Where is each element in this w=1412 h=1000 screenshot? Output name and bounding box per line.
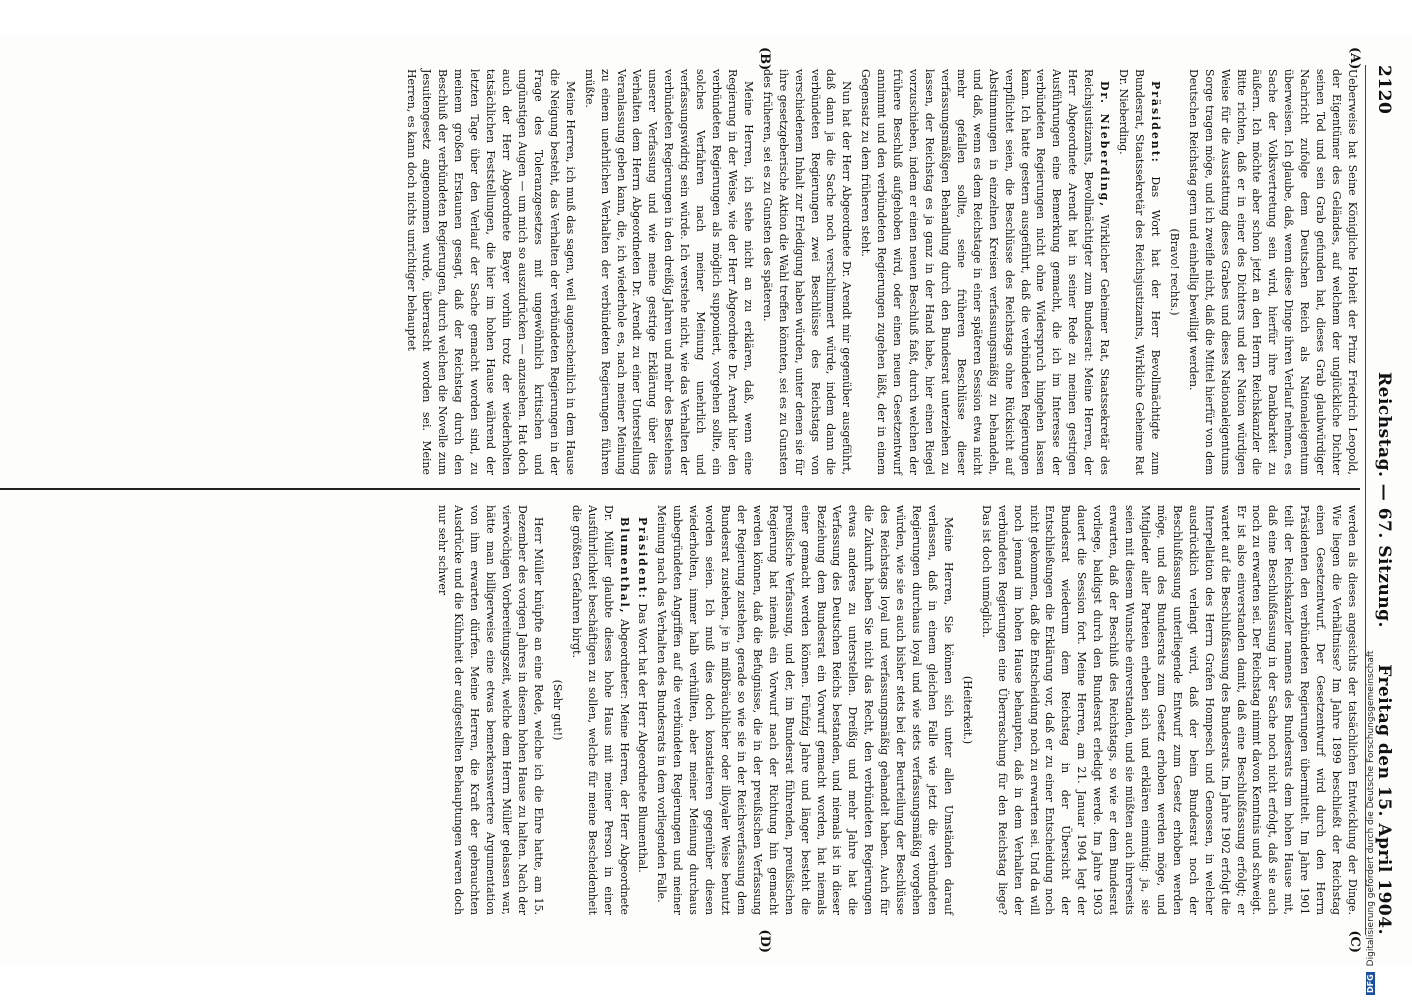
paragraph: Meine Herren, ich stehe nicht an zu erklären, daß, wenn eine Regierung in der Weise, wie der Herr Abgeordnete Dr. Arendt hier den verbündeten Regierungen als möglich supponiert, vorgehen sollte, ein solches Verfahren nach meiner Meinung unehrlich und verfassungswidrig sein würde. Ich verstehe nicht, wie das Verhalten der verbündeten Regierungen in den dreißig Jahren und mehr des Bestehens unserer Verfassung und wie meine gestrige Erklärung über dies Verhalten dem Herrn Abgeordneten Dr. Arendt zu einer Unterstellung Veranlassung geben kann, die, ich wiederhole es, nach meiner Meinung zu einem unehrlichen Verhalten der verbündeten Regierungen führen müßte. [582,69,755,475]
session-date: Freitag den 15. April 1904. [1373,664,1394,935]
page-number: 2120 [1373,65,1394,115]
column-divider [0,488,1360,490]
paragraph: Nun hat der Herr Abgeordnete Dr. Arendt mir gegenüber ausgeführt, daß dann ja die Sache noch verschlimmert würde, indem dann die verbündeten Regierungen zwei Beschlüsse des Reichstags von verschiedenem Inhalt zur Erledigung haben würden, unter denen sie für ihre gesetzgeberische Aktion die Wahl treffen könnten, sei es zu Gunsten des früheren, sei es zu Gunsten des späteren. [760,69,853,475]
paragraph: Meine Herren, Sie können sich unter allen Umständen darauf verlassen, daß in einem gleichen Falle wie jetzt die verbündeten Regierungen durchaus loyal und wie stets verfassungsmäßig vorgehen würden, wie sie es auch bisher stets bei der Beurteilung der Beschlüsse des Reichstags loyal und verfassungsmäßig gehandelt haben. Auch für die Zukunft haben Sie nicht das Recht, den verbündeten Regierungen etwas anderes zu unterstellen. Dreißig und mehr Jahre hat die Verfassung des Deutschen Reichs bestanden, und niemals ist in dieser Beziehung dem Bundesrat ein Vorwurf gemacht worden, hat niemals einer gemacht werden können. Fünfzig Jahre und länger besteht die preußische Verfassung, und der, im Bundesrat führenden, preußischen Regierung hat niemals ein Vorwurf nach der Richtung hin gemacht werden können, daß die Befugnisse, die in der preußischen Verfassung der Regierung zustehen, gerade so wie sie in der Reichsverfassung dem Bundesrat zustehen, je in mißbräuchlicher oder illoyaler Weise benutzt worden seien. Ich muß dies doch konstatieren gegenüber diesen wiederholten, immer halb verhüllten, aber meiner Meinung durchaus unbegründeten Angriffen auf die verbündeten Regierungen und meiner Meinung nach das Verhalten des Bundesrats in dem vorliegenden Falle. [654,505,955,915]
speaker-name: Dr. Nieberding, [1097,81,1111,209]
funding-note: Digitalisierung gefördert durch die Deutsche Forschungsgemeinschaft [1366,650,1376,967]
paragraph: Blumenthal, Abgeordneter: Meine Herren, der Herr Abgeordnete Dr. Müller glaubte dieses hohe Haus mit meiner Person in einer Ausführlichkeit beschäftigen zu sollen, welche für meine Bescheidenheit die größten Gefahren birgt. [569,505,631,915]
paragraph: Präsident: Das Wort hat der Herr Bevollmächtigte zum Bundesrat, Staatssekretär des Reichsjustizamts, Wirkliche Geheime Rat Dr. Nieberding. [1116,69,1162,476]
left-column [0,69,1360,475]
right-column [0,505,1360,915]
dfg-logo-icon: DFG [1366,974,1375,993]
interjection: (Heiterkeit.) [960,675,974,745]
margin-marker-b: (B) [756,47,772,71]
paragraph: werden als dieses angesichts der tatsächlichen Entwicklung der Dinge. Wie liegen die Verhältnisse? Im Jahre 1899 beschließt der Reichstag einen Gesetzentwurf. Der Gesetzentwurf wird durch den Herrn Präsidenten den verbündeten Regierungen übermittelt. Im Jahre 1901 teilt der Reichskanzler namens des Bundesrats dem hohen Hause mit, daß eine Beschlußfassung in der Sache noch nicht erfolgt, daß sie auch noch zu erwarten sei. Der Reichstag nimmt davon Kenntnis und schweigt. Er ist also einverstanden damit, daß eine Beschlußfassung erfolgt; er wartet auf die Beschlußfassung des Bundesrats. Im Jahre 1902 erfolgt die Interpellation des Herrn Grafen Hompesch und Genossen, in welcher ausdrücklich verlangt wird, daß der beim Bundesrat noch der Beschlußfassung unterliegende Entwurf zum Gesetz erhoben werden möge, und des Bundesrats zum Gesetz erhoben werden möge, und Mitglieder aller Parteien erheben sich und erklären einmütig: ja, sie seien mit diesem Wunsche einverstanden, und sie müßten auch ihrerseits erwarten, daß der Beschluß des Reichstags, so wie er dem Bundesrat vorliege, baldigst durch den Bundesrat erledigt werde. Im Jahre 1903 dauert die Session fort. Meine Herren, am 21. Januar 1904 legt der Bundesrat wiederum dem Reichstag in der Übersicht der Entschließungen die Erklärung vor, daß er zu einer Entscheidung noch nicht gekommen, daß die Entscheidung noch zu erwarten sei. Und da will noch jemand im hohen Hause behaupten, daß in dem Verhalten der verbündeten Regierungen eine Überraschung für den Reichstag liege? Das ist doch unmöglich. [979,505,1359,915]
document-page [0,35,1412,965]
funding-footer [1366,0,1380,995]
session-title: Reichstag. — 67. Sitzung. [1373,372,1394,628]
paragraph: Ueberweise hat Seine Königliche Hoheit der Prinz Friedrich Leopold, der Eigentümer des Geländes, auf welchem der unglückliche Dichter seinen Tod und sein Grab gefunden hat, dieses Grab glaubwürdiger Nachricht zufolge dem Deutschen Reich als Nationaleigentum überweisen. Ich glaube, daß, wenn diese Dinge ihren Verlauf nehmen, es Sache der Volksvertretung sein wird, hierfür ihre Dankbarkeit zu äußern. Ich möchte aber schon jetzt an den Herrn Reichskanzler die Bitte richten, daß er in einer des Dichters und der Nation würdigen Weise für die Ausstattung dieses Grabes und dieses Nationaleigentums Sorge tragen möge, und ich zweifle nicht, daß die Mittel hierfür von dem Deutschen Reichstag gern und einhellig bewilligt werden. [1186,69,1359,475]
interjection: (Sehr gut!) [550,679,564,741]
paragraph: Herr Müller knüpfte an eine Rede, welche ich die Ehre hatte, am 15. Dezember des vorigen Jahres in diesem hohen Hause zu halten. Nach der vierwöchigen Vorbereitungszeit, welche dem Herrn Müller gelassen war, hätte man billigerweise eine etwas bemerkenswertere Argumentation von ihm erwarten dürfen. Meine Herren, die Kraft der gebrauchten Ausdrücke und die Kühnheit der aufgestellten Behauptungen waren doch nur sehr schwer [435,505,545,915]
speaker-name: Präsident: [1148,81,1162,164]
margin-marker-c: (C) [1346,930,1362,953]
interjection: (Bravo! rechts.) [1167,228,1181,316]
margin-marker-a: (A) [1346,47,1362,70]
speaker-name: Blumenthal, [617,517,631,615]
paragraph: Präsident: Das Wort hat der Herr Abgeordnete Blumenthal. [635,517,649,873]
speaker-name: Präsident: [635,517,649,600]
paragraph: Dr. Nieberding, Wirklicher Geheimer Rat, Staatssekretär des Reichsjustizamts, Bevollmächtigter zum Bundesrat: Meine Herren, der Herr Abgeordnete Arendt hat in seiner Rede zu meinen gestrigen Ausführungen eine Bemerkung gemacht, die ich im Interesse der verbündeten Regierungen nicht ohne Widerspruch hingehen lassen kann. Ich hatte gestern ausgeführt, daß die verbündeten Regierungen verpflichtet seien, die Beschlüsse des Reichstags ohne Rücksicht auf Abstimmungen in einzelnen Kreisen verfassungsmäßig zu behandeln, und daß, wenn es dem Reichstage in einer späteren Session etwa nicht mehr gefallen sollte, seine früheren Beschlüsse dieser verfassungsmäßigen Behandlung durch den Bundesrat unterziehen zu lassen, der Reichstag es ja ganz in der Hand habe, hier einen Riegel vorzuschieben, indem er einen neuen Beschluß faßt, durch welchen der frühere Beschluß aufgehoben wird, oder einen neuen Gesetzentwurf annimmt und den verbündeten Regierungen zugehen läßt, der in einem Gegensatz zu dem früheren steht. [858,69,1111,475]
paragraph: Meine Herren, ich muß das sagen, weil augenscheinlich in dem Hause die Neigung besteht, das Verhalten der verbündeten Regierungen in der Frage des Toleranzgesetzes mit ungewöhnlich kritischen und ungünstigen Augen — um mich so auszudrücken — anzusehen. Hat doch auch der Herr Abgeordnete Bayer vorhin trotz der wiederholten tatsächlichen Feststellungen, die hier im hohen Hause während der letzten Tage über den Verlauf der Sache gemacht worden sind, zu meinem großen Erstaunen gesagt, daß der Reichstag durch den Beschluß der verbündeten Regierungen, durch welchen die Novelle zum Jesuitengesetz angenommen wurde, überrascht worden sei. Meine Herren, es kann doch nichts unrichtiger behauptet [404,69,577,475]
margin-marker-d: (D) [756,929,772,953]
